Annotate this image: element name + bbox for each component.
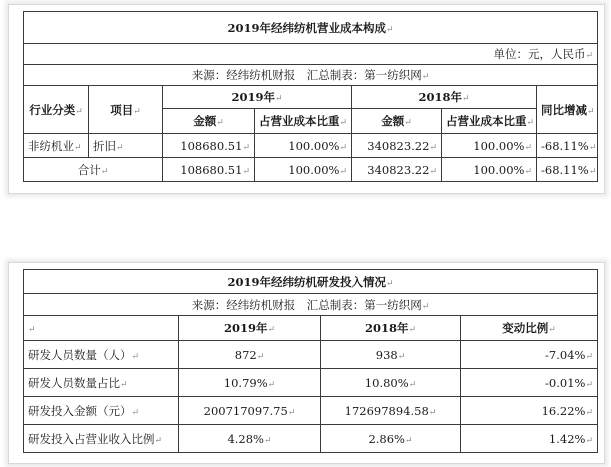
table2-source-cell: 来源：经纬纺机财报 汇总制表：第一纺织网↵	[24, 294, 598, 316]
cell-ratio-2019: 100.00%↵	[255, 134, 352, 158]
cell-ratio-2018: 100.00%↵	[442, 134, 537, 158]
cell-change: -0.01%↵	[461, 369, 598, 397]
cell-2019: 872↵	[179, 341, 321, 369]
cell-yoy: -68.11%↵	[537, 158, 598, 182]
rnd-investment-frame	[8, 262, 605, 464]
cell-label: 研发投入金额（元）↵	[24, 397, 179, 425]
cell-change: 16.22%↵	[461, 397, 598, 425]
table1-source: 来源：经纬纺机财报 汇总制表：第一纺织网	[191, 68, 422, 82]
cell-ratio-2018: 100.00%↵	[442, 158, 537, 182]
header-ratio-2018: 占营业成本比重↵	[442, 109, 537, 134]
table-row	[24, 369, 598, 397]
header-amount-2019: 金额↵	[163, 109, 255, 134]
cost-structure-frame	[8, 4, 605, 194]
cell-label: 研发人员数量占比↵	[24, 369, 179, 397]
cell-change: -7.04%↵	[461, 341, 598, 369]
table1-source-cell: 来源：经纬纺机财报 汇总制表：第一纺织网↵	[24, 65, 598, 86]
header-industry: 行业分类↵	[24, 86, 89, 134]
header-year-2019: 2019年↵	[163, 86, 352, 109]
table1-title-cell: 2019年经纬纺机营业成本构成↵	[24, 12, 598, 44]
cell-amount-2018: 340823.22↵	[352, 158, 442, 182]
cell-amount-2018: 340823.22↵	[352, 134, 442, 158]
cell-label: 研发投入占营业收入比例↵	[24, 425, 179, 453]
header-change: 变动比例↵	[461, 316, 598, 341]
table-row	[24, 397, 598, 425]
cell-2018: 938↵	[321, 341, 461, 369]
table-row	[24, 134, 598, 158]
cell-yoy: -68.11%↵	[537, 134, 598, 158]
cell-label: 研发人员数量（人）↵	[24, 341, 179, 369]
cell-change: 1.42%↵	[461, 425, 598, 453]
cell-2019: 4.28%↵	[179, 425, 321, 453]
table2-title-cell: 2019年经纬纺机研发投入情况↵	[24, 270, 598, 294]
cell-2018: 2.86%↵	[321, 425, 461, 453]
header-amount-2018: 金额↵	[352, 109, 442, 134]
cell-total-label: 合计↵	[24, 158, 163, 182]
header-blank: ↵	[24, 316, 179, 341]
header-year-2018: 2018年↵	[352, 86, 537, 109]
table2-title: 2019年经纬纺机研发投入情况	[227, 274, 386, 289]
header-year-2018: 2018年↵	[321, 316, 461, 341]
cell-2018: 172697894.58↵	[321, 397, 461, 425]
table-row	[24, 158, 598, 182]
cell-amount-2019: 108680.51↵	[163, 134, 255, 158]
table-row	[24, 425, 598, 453]
header-year-2019: 2019年↵	[179, 316, 321, 341]
header-ratio-2019: 占营业成本比重↵	[255, 109, 352, 134]
cell-2019: 200717097.75↵	[179, 397, 321, 425]
cell-2019: 10.79%↵	[179, 369, 321, 397]
cell-industry: 非纺机业↵	[24, 134, 89, 158]
cell-2018: 10.80%↵	[321, 369, 461, 397]
table1-title: 2019年经纬纺机营业成本构成	[227, 20, 387, 35]
rnd-investment-table	[23, 269, 598, 453]
cost-structure-table	[23, 11, 598, 182]
header-item: 项目↵	[89, 86, 163, 134]
cell-item: 折旧↵	[89, 134, 163, 158]
table-row	[24, 341, 598, 369]
cell-amount-2019: 108680.51↵	[163, 158, 255, 182]
table2-source: 来源：经纬纺机财报 汇总制表：第一纺织网	[191, 297, 422, 312]
table1-unit-cell: 单位：元，人民币↵	[24, 44, 598, 65]
cell-ratio-2019: 100.00%↵	[255, 158, 352, 182]
table1-unit: 单位：元，人民币	[493, 47, 586, 61]
header-yoy: 同比增减↵	[537, 86, 598, 134]
